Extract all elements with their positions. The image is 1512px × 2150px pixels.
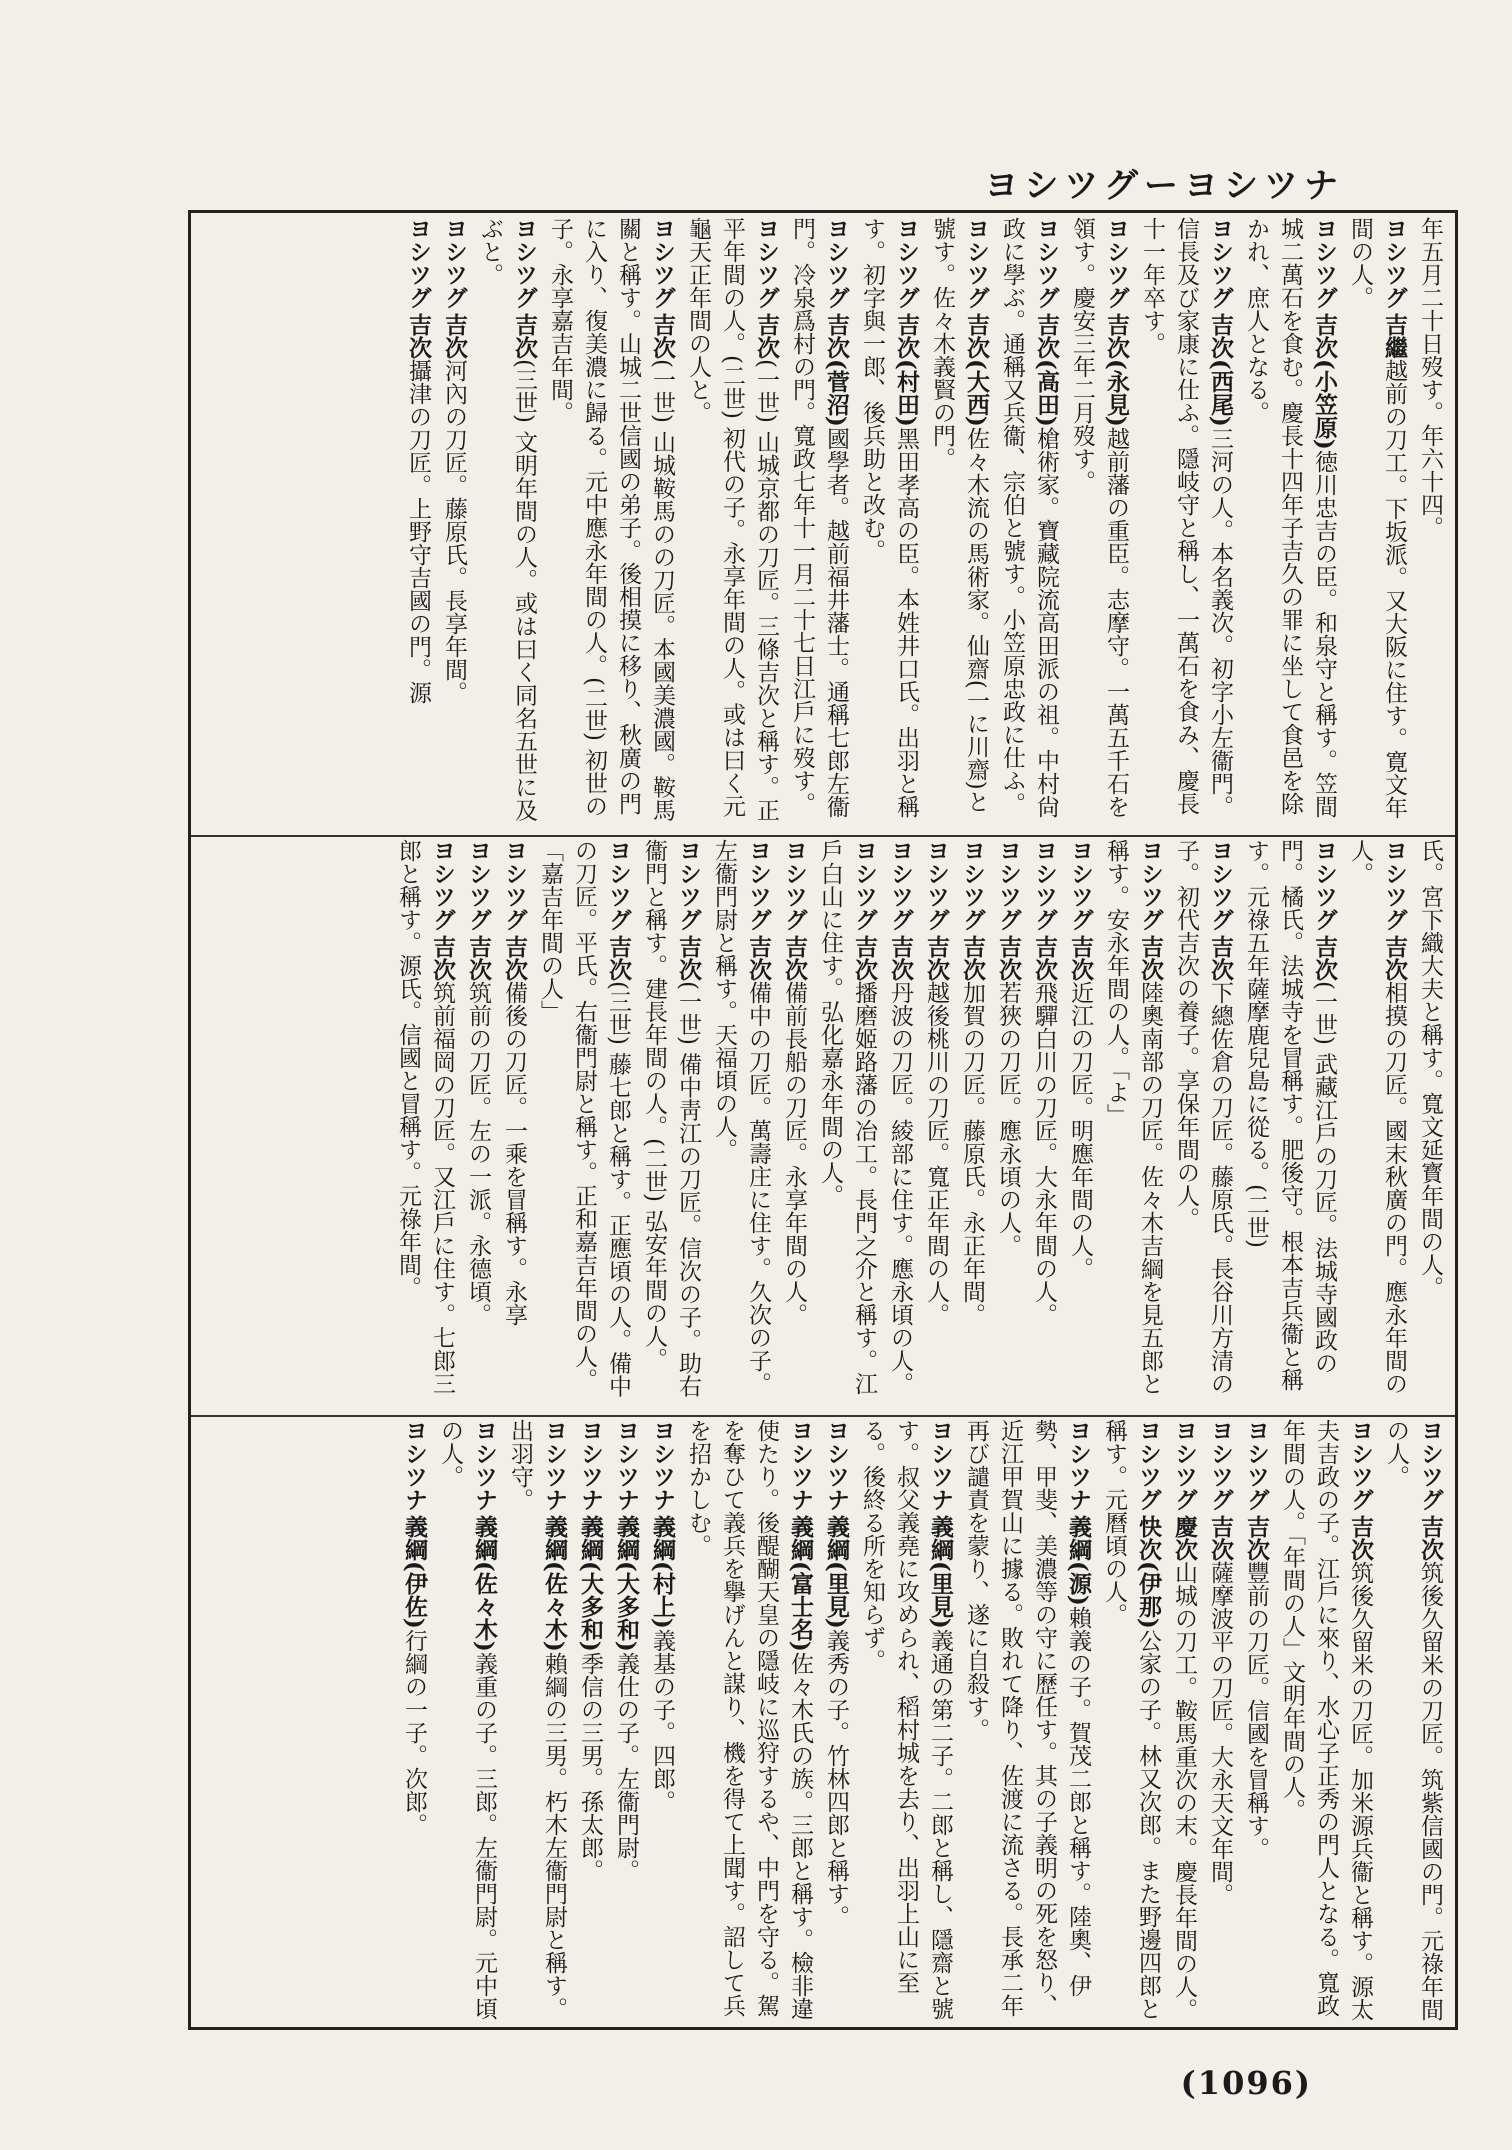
entry-name: 吉次 (851, 935, 878, 981)
entry-name: 義綱(佐々木) (471, 1515, 498, 1652)
entry-text: 筑前福岡の刀匠。又江戶に住す。七郎三郎と稱す。源氏。信國と冒稱す。元祿年間。 (395, 839, 455, 1395)
entry-name: 吉次(小笠原) (1311, 313, 1338, 450)
entry-name: 吉次 (1137, 935, 1164, 981)
band-middle (199, 839, 1447, 1411)
dictionary-entry (437, 217, 471, 833)
entry-reading: ヨシツグ (675, 839, 701, 931)
entry-name: 吉次(菅沼) (823, 313, 850, 427)
entry-text: 山城の刀工。鞍馬重次の末。慶長年間の人。 (1171, 1561, 1197, 2021)
divider-rule (191, 835, 1455, 837)
entry-text: 近江の刀匠。明應年間の人。 (1067, 981, 1093, 1280)
dictionary-entry (461, 839, 495, 1411)
dictionary-entry (1343, 217, 1411, 833)
entry-name: 吉次 (465, 935, 492, 981)
dictionary-entry (955, 839, 989, 1411)
entry-name: 義綱(富士名) (787, 1515, 814, 1652)
entry-name: 吉次 (1207, 935, 1234, 981)
entry-text: 播磨姬路藩の冶工。長門之介と稱す。江戶白山に住す。弘化嘉永年間の人。 (817, 839, 877, 1395)
entry-text: 越前の刀工。下坂派。又大阪に住す。寛文年間の人。 (1347, 217, 1407, 819)
entry-reading: ヨシツグ (1137, 839, 1163, 931)
entry-name: 吉次 (923, 935, 950, 981)
dictionary-entry (777, 839, 811, 1411)
entry-name: 吉次 (1031, 935, 1058, 981)
dictionary-entry (543, 217, 679, 833)
entry-name: 吉次 (753, 313, 780, 359)
entry-reading: ヨシツグ (429, 839, 455, 931)
entry-name: 吉次 (1207, 1515, 1234, 1561)
entry-name: 吉次 (887, 935, 914, 981)
entry-reading: ヨシツナ (471, 1419, 497, 1511)
dictionary-entry (1135, 217, 1237, 833)
entry-text: 攝津の刀匠。上野守吉國の門。源 (405, 359, 431, 704)
dictionary-entry (1203, 1419, 1237, 2025)
entry-name: 吉次 (1347, 1515, 1374, 1561)
entry-reading: ヨシツグ (823, 217, 849, 309)
dictionary-entry (1027, 839, 1061, 1411)
entry-text: 筑後久留米の刀匠。筑紫信國の門。元祿年間の人。 (1383, 1419, 1443, 2021)
entry-name: 吉繼 (1381, 313, 1408, 359)
entry-text: 陸奧南部の刀匠。佐々木吉綱を見五郎と稱す。安永年間の人。「よ」 (1103, 839, 1163, 1395)
entry-text: (一世) 武藏江戶の刀匠。法城寺國政の門。橘氏。法城寺を冒稱す。肥後守。根本吉兵衞と稱す。元祿五年薩摩鹿兒島に從る。(二世) (1243, 839, 1337, 1391)
entry-reading: ヨシツグ (1207, 839, 1233, 931)
entry-reading: ヨシツグ (893, 217, 919, 309)
entry-reading: ヨシツナ (649, 1419, 675, 1511)
entry-name: 義綱(伊佐) (401, 1515, 428, 1629)
entry-name: 吉次 (1417, 1515, 1444, 1561)
dictionary-entry (1169, 839, 1237, 1411)
entry-reading: ヨシツグ (1031, 839, 1057, 931)
entry-name: 吉次(永見) (1103, 313, 1130, 427)
entry-text: 義重の子。三郎。左衞門尉。元中頃の人。 (437, 1419, 497, 2020)
dictionary-entry (391, 839, 459, 1411)
dictionary-entry (681, 1419, 817, 2025)
entry-text: 筑前の刀匠。左の一派。永德頃。 (465, 981, 491, 1326)
dictionary-entry (1167, 1419, 1201, 2025)
entry-reading: ヨシツナ (401, 1419, 427, 1511)
entry-reading: ヨシツグ (501, 839, 527, 931)
entry-name: 吉次 (995, 935, 1022, 981)
entry-text: 備後の刀匠。一乘を冒稱す。永享 (501, 981, 527, 1326)
entry-name: 吉次 (1243, 1515, 1270, 1561)
entry-text: 河內の刀匠。藤原氏。長享年間。 (441, 359, 467, 704)
dictionary-entry (855, 1419, 957, 2025)
entry-reading: ヨシツナ (541, 1419, 567, 1511)
entry-text: 賴綱の三男。朽木左衞門尉と稱す。出羽守。 (507, 1419, 567, 2020)
entry-name: 吉次 (675, 935, 702, 981)
entry-reading: ヨシツグ (511, 217, 537, 309)
entry-name: 義綱(里見) (927, 1515, 954, 1629)
entry-reading: ヨシツナ (577, 1419, 603, 1511)
dictionary-entry (573, 1419, 607, 2025)
entry-text: 徳川忠吉の臣。和泉守と稱す。笠間城二萬石を食む。慶長十四年子吉久の罪に坐して食邑を除かれ、庶人となる。 (1243, 217, 1337, 818)
entry-reading: ヨシツナ (1065, 1419, 1091, 1511)
entry-reading: ヨシツグ (745, 839, 771, 931)
entry-reading: ヨシツグ (959, 839, 985, 931)
entry-name: 快次(伊那) (1135, 1515, 1162, 1629)
dictionary-entry (1239, 217, 1341, 833)
entry-text: 備中の刀匠。萬壽庄に住す。久次の子。左衞門尉と稱す。天福頃の人。 (711, 839, 771, 1395)
entry-text: 相摸の刀匠。國末秋廣の門。應永年間の人。 (1347, 839, 1407, 1395)
entry-text: 佐々木氏の族。三郎と稱す。檢非違使たり。後醍醐天皇の隱岐に巡狩するや、中門を守る。駕を奪ひて義兵を擧げんと謀り、機を得て上聞す。詔して兵を招かしむ。 (685, 1419, 813, 2020)
entry-reading: ヨシツグ (1171, 1419, 1197, 1511)
entry-reading: ヨシツグ (887, 839, 913, 931)
entry-text: 越前藩の重臣。志摩守。一萬五千石を領す。慶安三年二月歿す。 (1069, 217, 1129, 818)
entry-text: 三河の人。本名義次。初字小左衞門。信長及び家康に仕ふ。隱岐守と稱し、一萬石を食み、慶長十一年卒す。 (1139, 217, 1233, 818)
dictionary-frame (188, 210, 1458, 2030)
entry-reading: ヨシツグ (753, 217, 779, 309)
entry-text: 季信の三男。孫太郎。 (577, 1651, 603, 1882)
entry-text: 筑後久留米の刀匠。加米源兵衞と稱す。源太夫吉政の子。江戶に來り、水心子正秀の門人となる。寬政年間の人。「年間の人」文明年間の人。 (1279, 1419, 1373, 2021)
dictionary-entry (1099, 839, 1167, 1411)
entry-reading: ヨシツグ (1347, 1419, 1373, 1511)
entry-name: 吉次 (959, 935, 986, 981)
dictionary-entry (995, 217, 1063, 833)
entry-reading: ヨシツグ (1103, 217, 1129, 309)
entry-text: 若狹の刀匠。應永頃の人。 (995, 981, 1021, 1257)
page-number: (1096) (1180, 2064, 1312, 2102)
entry-text: 義通の第二子。二郎と稱し、隱齋と號す。叔父義堯に攻められ、稻村城を去り、出羽上山に至る。後終る所を知らず。 (859, 1419, 953, 2020)
entry-reading: ヨシツグ (649, 217, 675, 309)
entry-text: (三世) 藤七郎と稱す。正應頃の人。備中の刀匠。平氏。右衞門尉と稱す。正和嘉吉年間の人。「嘉吉年間の人」 (537, 839, 631, 1398)
entry-name: 吉次 (511, 313, 538, 359)
entry-text: 豐前の刀匠。信國を冒稱す。 (1243, 1561, 1269, 1860)
dictionary-entry (1063, 839, 1097, 1411)
dictionary-entry (473, 217, 541, 833)
entry-reading: ヨシツグ (923, 839, 949, 931)
entry-name: 義綱(大多和) (577, 1515, 604, 1652)
entry-text: (一世) 山城京都の刀匠。三條吉次と稱す。正平年間の人。(二世) 初代の子。永享年間の人。或は曰く元龜天正年間の人と。 (685, 217, 779, 822)
entry-text: 備前長船の刀匠。永享年間の人。 (781, 981, 807, 1326)
entry-reading: ヨシツグ (1311, 217, 1337, 309)
entry-reading: ヨシツグ (1067, 839, 1093, 931)
dictionary-entry (1097, 1419, 1165, 2025)
entry-name: 吉次 (781, 935, 808, 981)
entry-reading: ヨシツグ (1135, 1419, 1161, 1511)
entry-reading: ヨシツナ (613, 1419, 639, 1511)
entry-name: 吉次(高田) (1033, 313, 1060, 427)
dictionary-entry (1239, 839, 1341, 1411)
entry-text: 國學者。越前福井藩士。通稱七郎左衞門。冷泉爲村の門。寬政七年十一月二十七日江戶に歿す。 (789, 217, 849, 818)
dictionary-entry (397, 1419, 431, 2025)
entry-text: (一世) 山城鞍馬のの刀匠。本國美濃國。鞍馬關と稱す。山城二世信國の弟子。後相摸に移り、秋廣の門に入り、復美濃に歸る。元中應永年間の人。(二世) 初世の子。永享嘉吉年間。 (547, 217, 675, 822)
entry-reading: ヨシツグ (465, 839, 491, 931)
dictionary-entry (819, 1419, 853, 2025)
running-header: ヨシツグーヨシツナ (984, 166, 1344, 206)
entry-name: 吉次(村田) (893, 313, 920, 427)
entry-name: 吉次 (405, 313, 432, 359)
dictionary-entry (1413, 217, 1447, 833)
entry-name: 吉次 (649, 313, 676, 359)
entry-text: 黑田孝高の臣。本姓井口氏。出羽と稱す。初字與一郎、後兵助と改む。 (859, 217, 919, 818)
entry-text: 槍術家。寶藏院流高田派の祖。中村尙政に學ぶ。通稱又兵衞、宗伯と號す。小笠原忠政に仕ふ。 (999, 217, 1059, 818)
entry-name: 義綱(大多和) (613, 1515, 640, 1652)
entry-name: 吉次 (605, 935, 632, 981)
entry-reading: ヨシツナ (787, 1419, 813, 1511)
entry-reading: ヨシツグ (405, 217, 431, 309)
entry-text: 薩摩波平の刀匠。大永天文年間。 (1207, 1561, 1233, 1906)
entry-reading: ヨシツグ (851, 839, 877, 931)
entry-name: 吉次(大西) (963, 313, 990, 427)
dictionary-entry (959, 1419, 1095, 2025)
dictionary-entry (919, 839, 953, 1411)
entry-reading: ヨシツグ (781, 839, 807, 931)
entry-name: 吉次 (745, 935, 772, 981)
entry-text: 下總佐倉の刀匠。藤原氏。長谷川方清の子。初代吉次の養子。享保年間の人。 (1173, 839, 1233, 1395)
entry-text: 加賀の刀匠。藤原氏。永正年間。 (959, 981, 985, 1326)
entry-name: 吉次 (429, 935, 456, 981)
dictionary-entry (1343, 839, 1411, 1411)
dictionary-entry (533, 839, 635, 1411)
dictionary-entry (503, 1419, 571, 2025)
entry-text: 義基の子。四郎。 (649, 1628, 675, 1813)
entry-text: (一世) 備中靑江の刀匠。信次の子。助右衞門と稱す。建長年間の人。(二世) 弘安年間の人。 (641, 839, 701, 1398)
entry-reading: ヨシツグ (963, 217, 989, 309)
entry-reading: ヨシツグ (1033, 217, 1059, 309)
entry-name: 吉次 (501, 935, 528, 981)
divider-rule (191, 1415, 1455, 1417)
entry-text: 佐々木流の馬術家。仙齋(一に川齋)と號す。佐々木義賢の門。 (929, 217, 989, 813)
dictionary-entry (637, 839, 705, 1411)
entry-text: 賴義の子。賀茂二郎と稱す。陸奧、伊勢、甲斐、美濃等の守に歷任す。其の子義明の死を怒り、近江甲賀山に據る。敗れて降り、佐渡に流さる。長承二年再び譴責を蒙り、遂に自殺す。 (963, 1419, 1091, 2017)
entry-name: 吉次 (1381, 935, 1408, 981)
entry-text: 義仕の子。左衞門尉。 (613, 1651, 639, 1882)
dictionary-entry (813, 839, 881, 1411)
dictionary-entry (401, 217, 435, 833)
entry-text: 氏。宮下織大夫と稱す。寬文延寳年間の人。 (1417, 839, 1443, 1299)
dictionary-entry (883, 839, 917, 1411)
dictionary-entry (1065, 217, 1133, 833)
entry-name: 慶次 (1171, 1515, 1198, 1561)
dictionary-entry (785, 217, 853, 833)
dictionary-entry (645, 1419, 679, 2025)
dictionary-entry (497, 839, 531, 1411)
dictionary-entry (1275, 1419, 1377, 2025)
entry-name: 吉次(西尾) (1207, 313, 1234, 427)
entry-reading: ヨシツナ (927, 1419, 953, 1511)
entry-reading: ヨシツグ (1207, 217, 1233, 309)
entry-name: 義綱(源) (1065, 1515, 1092, 1606)
dictionary-entry (609, 1419, 643, 2025)
entry-name: 吉次 (1311, 935, 1338, 981)
entry-reading: ヨシツグ (1417, 1419, 1443, 1511)
entry-text: 丹波の刀匠。綾部に住す。應永頃の人。 (887, 981, 913, 1395)
entry-text: 行綱の一子。次郎。 (401, 1628, 427, 1836)
entry-reading: ヨシツグ (1381, 839, 1407, 931)
entry-text: (三世) 文明年間の人。或は曰く同名五世に及ぶと。 (477, 217, 537, 822)
dictionary-entry (707, 839, 775, 1411)
entry-name: 義綱(村上) (649, 1515, 676, 1629)
entry-text: 年五月二十日歿す。年六十四。 (1417, 217, 1443, 539)
dictionary-entry (855, 217, 923, 833)
dictionary-entry (1413, 839, 1447, 1411)
dictionary-entry (991, 839, 1025, 1411)
entry-name: 義綱(佐々木) (541, 1515, 568, 1652)
entry-text: 公家の子。林又次郎。また野邊四郎と稱す。元曆頃の人。 (1101, 1419, 1161, 2020)
entry-reading: ヨシツグ (441, 217, 467, 309)
entry-name: 吉次 (441, 313, 468, 359)
entry-text: 義秀の子。竹林四郎と稱す。 (823, 1628, 849, 1928)
entry-text: 越後桃川の刀匠。寬正年間の人。 (923, 981, 949, 1326)
entry-reading: ヨシツグ (1243, 1419, 1269, 1511)
band-bottom (199, 1419, 1447, 2025)
dictionary-entry (1239, 1419, 1273, 2025)
entry-reading: ヨシツグ (995, 839, 1021, 931)
entry-reading: ヨシツグ (1381, 217, 1407, 309)
dictionary-entry (433, 1419, 501, 2025)
entry-reading: ヨシツグ (605, 839, 631, 931)
dictionary-entry (681, 217, 783, 833)
entry-reading: ヨシツナ (823, 1419, 849, 1511)
band-top (199, 217, 1447, 833)
entry-reading: ヨシツグ (1207, 1419, 1233, 1511)
entry-name: 義綱(里見) (823, 1515, 850, 1629)
dictionary-entry (925, 217, 993, 833)
dictionary-entry (1379, 1419, 1447, 2025)
entry-text: 飛驒白川の刀匠。大永年間の人。 (1031, 981, 1057, 1326)
entry-reading: ヨシツグ (1311, 839, 1337, 931)
entry-name: 吉次 (1067, 935, 1094, 981)
